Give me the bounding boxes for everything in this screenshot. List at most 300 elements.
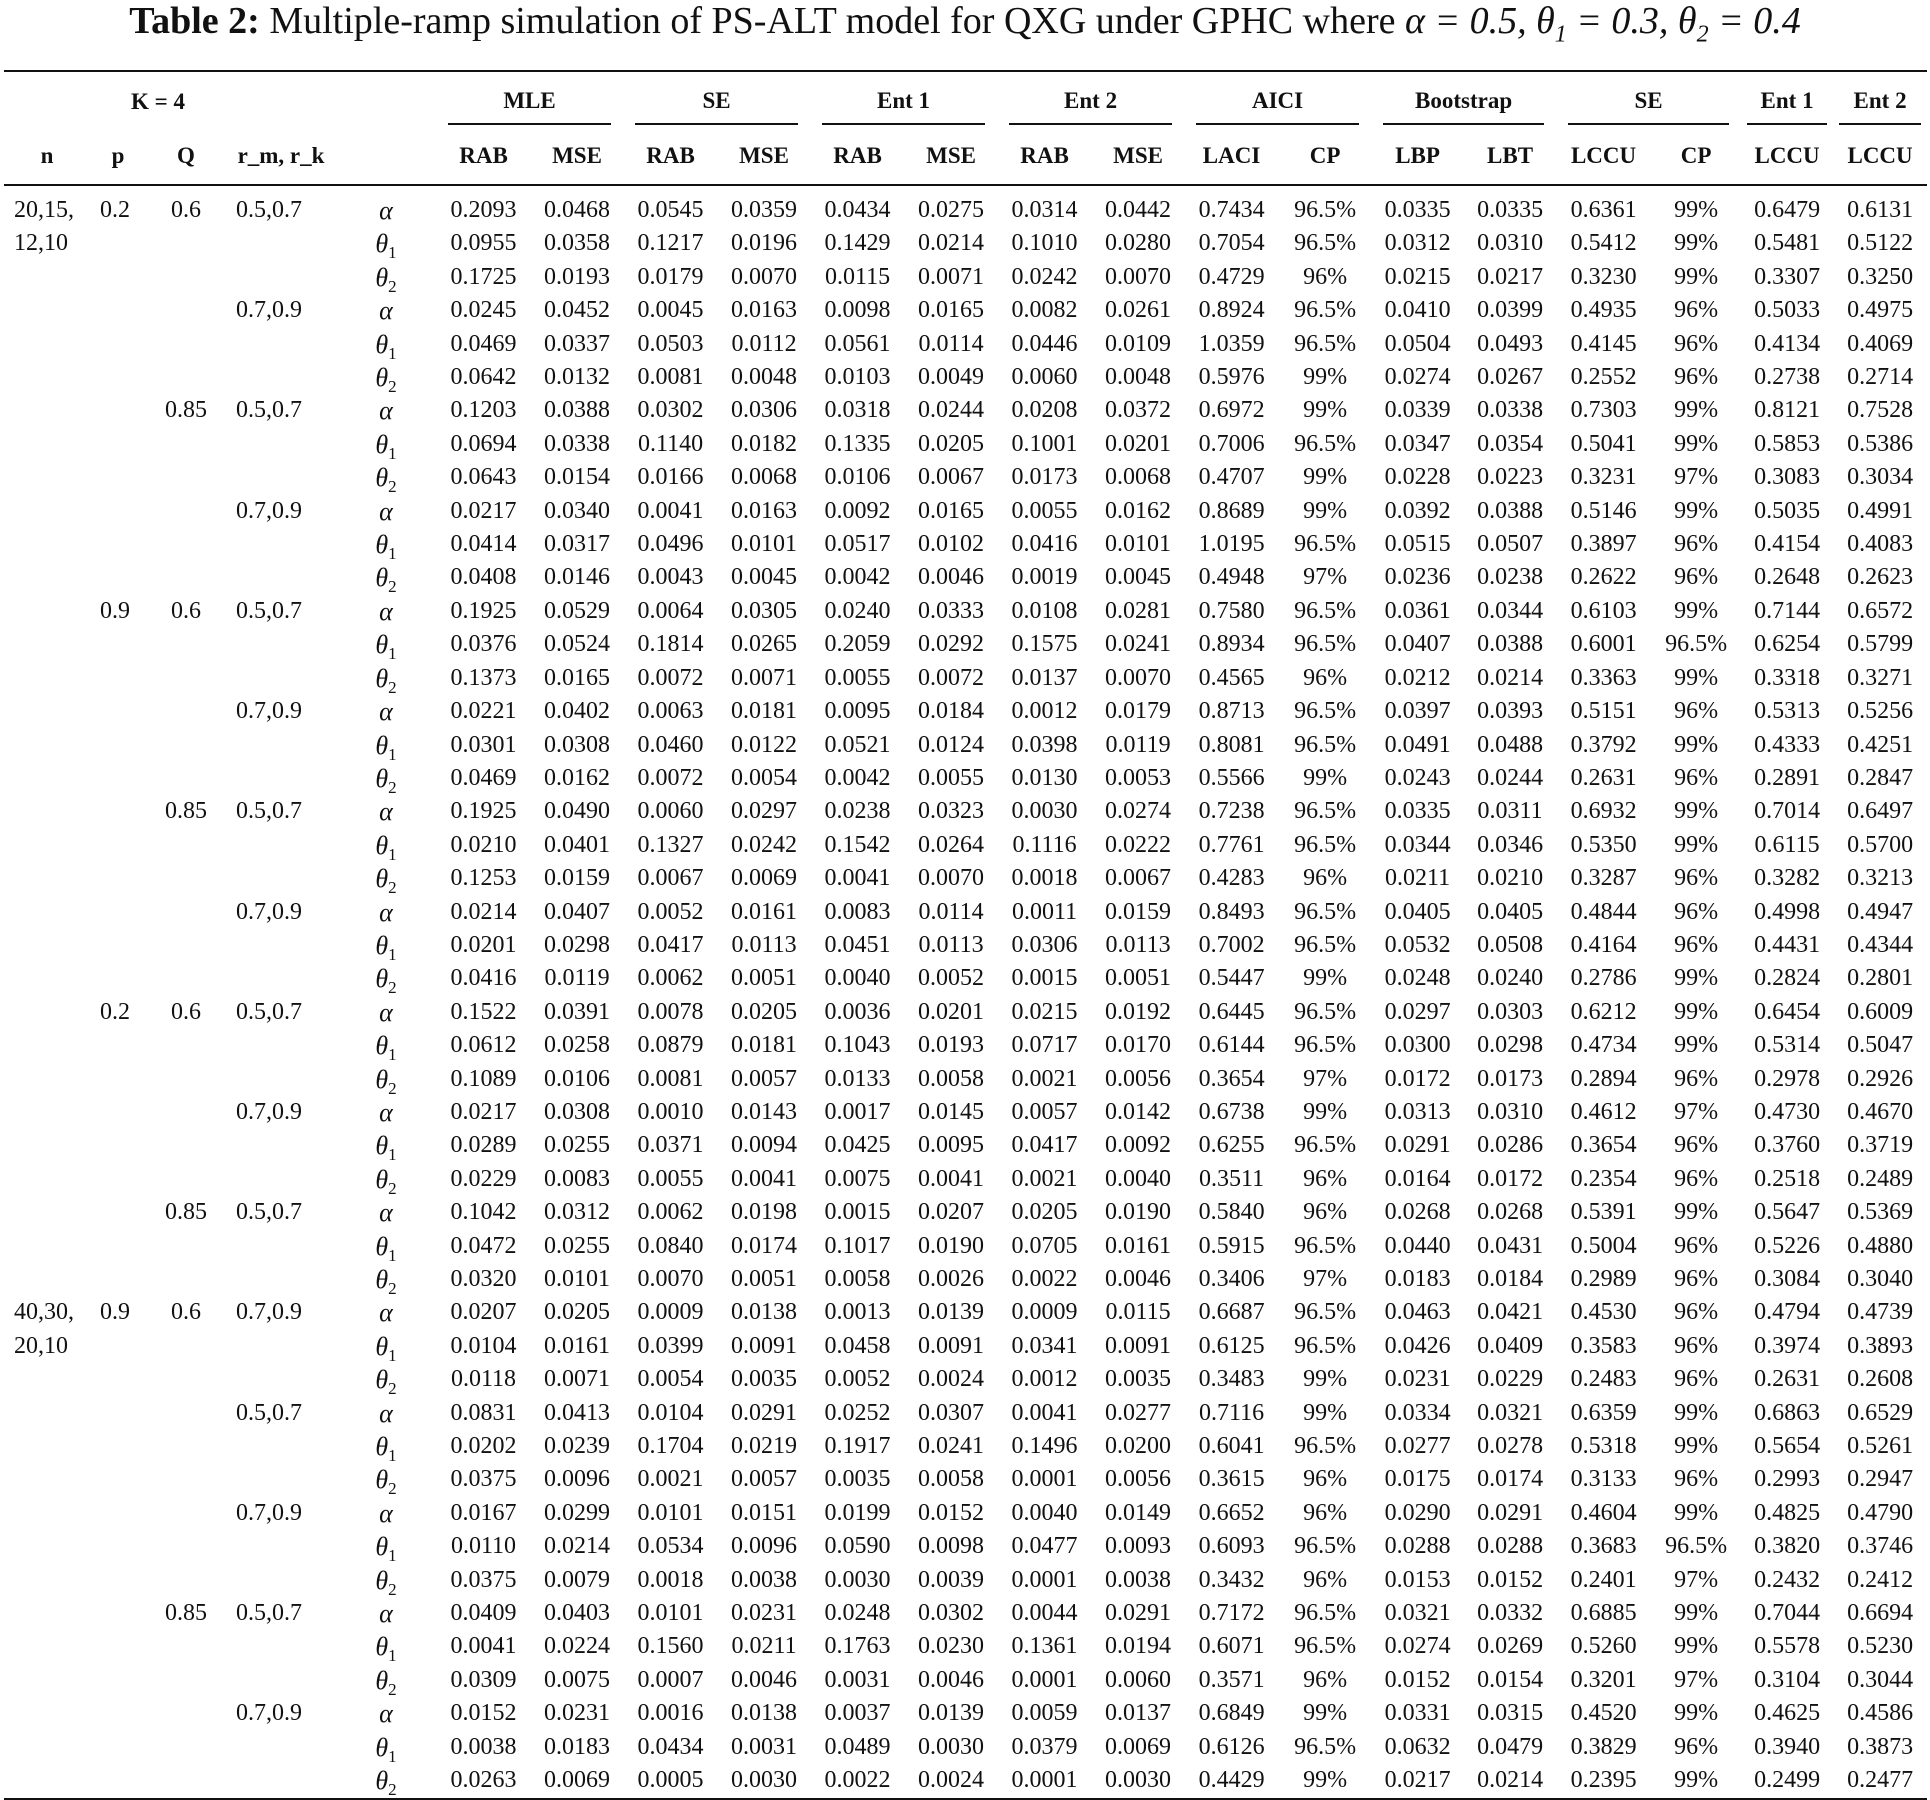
- value-cell: 0.0255: [544, 1132, 610, 1159]
- value-cell: 0.0030: [1105, 1767, 1172, 1794]
- value-cell: 0.6497: [1847, 798, 1914, 825]
- value-cell: 0.4739: [1847, 1299, 1914, 1326]
- table-row: [4, 1330, 1927, 1363]
- value-cell: 0.7014: [1754, 798, 1821, 825]
- value-cell: 0.0219: [731, 1433, 798, 1460]
- value-cell: 0.0201: [918, 998, 985, 1025]
- value-cell: 0.0016: [637, 1700, 704, 1727]
- value-cell: 0.0286: [1477, 1132, 1544, 1159]
- value-cell: 0.0184: [1477, 1266, 1544, 1292]
- value-cell: 0.0205: [544, 1299, 610, 1326]
- value-cell: 0.0055: [637, 1165, 704, 1192]
- value-cell: 0.0840: [637, 1232, 704, 1259]
- q-cell: [146, 1397, 226, 1430]
- value-cell: 0.0019: [1011, 564, 1078, 591]
- value-cell: 0.4991: [1847, 497, 1914, 524]
- value-cell: 0.0101: [544, 1266, 610, 1292]
- value-cell: 0.0310: [1477, 230, 1544, 257]
- value-cell: 0.8689: [1198, 497, 1265, 524]
- value-cell: 0.0277: [1384, 1433, 1451, 1460]
- value-cell: 0.0041: [731, 1165, 798, 1192]
- group-bootstrap: Bootstrap: [1371, 71, 1556, 128]
- value-cell: 96%: [1303, 1566, 1348, 1593]
- value-cell: 0.0230: [918, 1633, 985, 1660]
- p-cell: [90, 1196, 146, 1229]
- r-cell: [226, 1263, 336, 1296]
- param-cell: $\theta_2$: [375, 964, 397, 998]
- value-cell: 96.5%: [1294, 430, 1357, 457]
- n-cell: [4, 1397, 90, 1430]
- value-cell: 0.0041: [824, 865, 891, 892]
- value-cell: 96%: [1674, 1366, 1719, 1393]
- r-cell: [226, 1764, 336, 1798]
- value-cell: 0.0372: [1105, 397, 1172, 424]
- value-cell: 0.0152: [1477, 1566, 1544, 1593]
- value-cell: 0.0202: [450, 1433, 517, 1460]
- value-cell: 96%: [1303, 865, 1348, 892]
- value-cell: 0.0242: [1011, 263, 1078, 290]
- value-cell: 0.0508: [1477, 931, 1544, 958]
- value-cell: 0.4670: [1847, 1098, 1914, 1125]
- value-cell: 96.5%: [1294, 1032, 1357, 1059]
- group-aici: AICI: [1184, 71, 1371, 128]
- r-cell: [226, 227, 336, 260]
- value-cell: 0.0052: [918, 965, 985, 992]
- table-row: [4, 929, 1927, 962]
- value-cell: 0.4947: [1847, 898, 1914, 925]
- value-cell: 0.0414: [450, 531, 517, 558]
- table-row: [4, 1230, 1927, 1263]
- value-cell: 0.0173: [1477, 1065, 1544, 1092]
- value-cell: 0.0831: [450, 1399, 517, 1426]
- value-cell: 0.0101: [731, 531, 798, 558]
- value-cell: 0.0058: [918, 1466, 985, 1493]
- value-cell: 0.0036: [824, 998, 891, 1025]
- q-cell: [146, 1029, 226, 1062]
- r-cell: [226, 1063, 336, 1096]
- value-cell: 0.0067: [1105, 865, 1172, 892]
- n-cell: [4, 1163, 90, 1196]
- value-cell: 0.0231: [1384, 1366, 1451, 1393]
- value-cell: 0.0288: [1384, 1533, 1451, 1560]
- value-cell: 0.0149: [1105, 1499, 1172, 1526]
- value-cell: 0.1203: [450, 397, 517, 424]
- q-cell: 0.85: [165, 397, 207, 424]
- value-cell: 0.2631: [1570, 764, 1637, 791]
- n-cell: [4, 1263, 90, 1296]
- value-cell: 0.0311: [1477, 798, 1543, 825]
- value-cell: 0.2631: [1754, 1366, 1821, 1393]
- value-cell: 0.0042: [824, 564, 891, 591]
- table-row: [4, 394, 1927, 427]
- value-cell: 0.0217: [450, 1098, 517, 1125]
- value-cell: 0.0255: [544, 1232, 610, 1259]
- value-cell: 0.0021: [637, 1466, 704, 1493]
- caption-theta2: $\theta_2 = 0.4$: [1677, 0, 1801, 48]
- value-cell: 0.1089: [450, 1065, 517, 1092]
- value-cell: 0.0044: [1011, 1600, 1078, 1627]
- n-cell: [4, 996, 90, 1029]
- table-row: [4, 261, 1927, 294]
- r-cell: [226, 1129, 336, 1162]
- n-cell: [4, 1564, 90, 1597]
- value-cell: 0.0096: [544, 1466, 610, 1493]
- value-cell: 0.2623: [1847, 564, 1914, 591]
- value-cell: 97%: [1303, 1266, 1348, 1292]
- value-cell: 0.0298: [544, 931, 610, 958]
- value-cell: 0.0320: [450, 1266, 517, 1292]
- value-cell: 0.0031: [824, 1666, 891, 1693]
- table-row: [4, 1129, 1927, 1162]
- value-cell: 0.0015: [824, 1199, 891, 1226]
- value-cell: 0.3307: [1754, 263, 1821, 290]
- n-cell: [4, 1029, 90, 1062]
- table-row: [4, 1597, 1927, 1630]
- value-cell: 0.0263: [450, 1767, 517, 1794]
- value-cell: 0.7434: [1198, 197, 1265, 223]
- value-cell: 99%: [1674, 731, 1719, 758]
- value-cell: 0.0199: [824, 1499, 891, 1526]
- q-cell: 0.6: [171, 998, 201, 1025]
- value-cell: 0.1542: [824, 831, 891, 858]
- value-cell: 0.0151: [731, 1499, 798, 1526]
- table-row: [4, 294, 1927, 327]
- value-cell: 0.0164: [1384, 1165, 1451, 1192]
- value-cell: 0.6212: [1570, 998, 1637, 1025]
- value-cell: 0.0299: [544, 1499, 610, 1526]
- value-cell: 0.4530: [1570, 1299, 1637, 1326]
- param-cell: $\theta_1$: [375, 1331, 397, 1365]
- value-cell: 0.0331: [1384, 1700, 1451, 1727]
- q-cell: [146, 1497, 226, 1530]
- value-cell: 96.5%: [1294, 731, 1357, 758]
- value-cell: 0.0130: [1011, 764, 1078, 791]
- value-cell: 0.7006: [1198, 430, 1265, 457]
- value-cell: 0.6885: [1570, 1600, 1637, 1627]
- value-cell: 0.0338: [1477, 397, 1544, 424]
- value-cell: 0.5313: [1754, 698, 1821, 725]
- value-cell: 0.0069: [1105, 1733, 1172, 1760]
- q-cell: [146, 328, 226, 361]
- r-cell: [226, 428, 336, 461]
- value-cell: 0.0015: [1011, 965, 1078, 992]
- value-cell: 0.0112: [731, 330, 797, 357]
- value-cell: 0.6849: [1198, 1700, 1265, 1727]
- param-cell: α: [379, 1198, 393, 1228]
- value-cell: 0.0101: [637, 1600, 704, 1627]
- header-column-row: [4, 128, 1927, 185]
- param-cell: $\theta_1$: [375, 1432, 397, 1466]
- r-cell: 0.5,0.7: [236, 998, 302, 1025]
- value-cell: 0.4794: [1754, 1299, 1821, 1326]
- value-cell: 0.0119: [544, 965, 610, 992]
- value-cell: 0.0174: [731, 1232, 798, 1259]
- q-cell: 0.85: [165, 1199, 207, 1226]
- r-cell: 0.5,0.7: [236, 397, 302, 424]
- value-cell: 0.4083: [1847, 531, 1914, 558]
- table-row: [4, 1196, 1927, 1229]
- param-cell: α: [379, 797, 393, 827]
- value-cell: 0.1017: [824, 1232, 891, 1259]
- table-row: [4, 561, 1927, 594]
- value-cell: 96.5%: [1294, 1132, 1357, 1159]
- table-row: [4, 595, 1927, 628]
- param-cell: $\theta_1$: [375, 1231, 397, 1265]
- q-cell: 0.85: [165, 1600, 207, 1627]
- value-cell: 0.0590: [824, 1533, 891, 1560]
- value-cell: 0.7172: [1198, 1600, 1265, 1627]
- value-cell: 97%: [1674, 1566, 1719, 1593]
- value-cell: 0.0408: [450, 564, 517, 591]
- value-cell: 0.1763: [824, 1633, 891, 1660]
- value-cell: 99%: [1674, 1600, 1719, 1627]
- value-cell: 99%: [1674, 397, 1719, 424]
- column-header: CP: [1680, 143, 1712, 168]
- value-cell: 0.0095: [918, 1132, 985, 1159]
- value-cell: 0.4730: [1754, 1098, 1821, 1125]
- value-cell: 0.0041: [450, 1633, 517, 1660]
- value-cell: 0.6103: [1570, 597, 1637, 624]
- value-cell: 0.5033: [1754, 297, 1821, 324]
- q-cell: [146, 561, 226, 594]
- value-cell: 0.0314: [1011, 197, 1078, 223]
- value-cell: 0.0291: [1477, 1499, 1544, 1526]
- value-cell: 0.2847: [1847, 764, 1914, 791]
- value-cell: 0.1429: [824, 230, 891, 257]
- value-cell: 0.0098: [918, 1533, 985, 1560]
- value-cell: 0.0338: [544, 430, 610, 457]
- table-row: [4, 1263, 1927, 1296]
- value-cell: 0.0421: [1477, 1299, 1544, 1326]
- value-cell: 0.0201: [1105, 430, 1172, 457]
- q-cell: [146, 294, 226, 327]
- value-cell: 0.0529: [544, 597, 610, 624]
- table-row: [4, 1063, 1927, 1096]
- value-cell: 0.3084: [1754, 1266, 1821, 1292]
- param-cell: $\theta_1$: [375, 1031, 397, 1065]
- value-cell: 0.0388: [1477, 497, 1544, 524]
- q-cell: [146, 1430, 226, 1463]
- value-cell: 0.3893: [1847, 1332, 1914, 1359]
- value-cell: 0.0359: [731, 197, 798, 223]
- value-cell: 96%: [1303, 1666, 1348, 1693]
- r-cell: 0.7,0.9: [236, 497, 302, 524]
- value-cell: 0.0091: [731, 1332, 798, 1359]
- value-cell: 0.6001: [1570, 631, 1637, 658]
- r-cell: [226, 1630, 336, 1663]
- value-cell: 0.0376: [450, 631, 517, 658]
- value-cell: 0.0312: [544, 1199, 610, 1226]
- value-cell: 0.0425: [824, 1132, 891, 1159]
- value-cell: 0.6144: [1198, 1032, 1265, 1059]
- p-cell: [90, 1764, 146, 1798]
- value-cell: 0.0302: [918, 1600, 985, 1627]
- n-cell: [4, 261, 90, 294]
- param-cell: $\theta_1$: [375, 830, 397, 864]
- value-cell: 0.0207: [450, 1299, 517, 1326]
- value-cell: 0.4790: [1847, 1499, 1914, 1526]
- n-cell: [4, 1697, 90, 1730]
- table-row: [4, 1430, 1927, 1463]
- value-cell: 0.0060: [1011, 364, 1078, 391]
- r-cell: [226, 1430, 336, 1463]
- value-cell: 0.0332: [1477, 1600, 1544, 1627]
- param-cell: α: [379, 1498, 393, 1528]
- value-cell: 0.0261: [1105, 297, 1172, 324]
- table-row: [4, 1363, 1927, 1396]
- value-cell: 0.0288: [1477, 1533, 1544, 1560]
- value-cell: 0.0072: [637, 764, 704, 791]
- value-cell: 96.5%: [1294, 898, 1357, 925]
- value-cell: 0.6359: [1570, 1399, 1637, 1426]
- value-cell: 0.0215: [1011, 998, 1078, 1025]
- value-cell: 0.0163: [731, 297, 798, 324]
- value-cell: 0.0214: [1477, 1767, 1544, 1794]
- value-cell: 0.5035: [1754, 497, 1821, 524]
- column-header: CP: [1309, 143, 1341, 168]
- value-cell: 0.0323: [918, 798, 985, 825]
- column-header: RAB: [646, 143, 695, 168]
- value-cell: 0.3406: [1198, 1266, 1265, 1292]
- value-cell: 0.6071: [1198, 1633, 1265, 1660]
- value-cell: 0.0035: [1105, 1366, 1172, 1393]
- value-cell: 0.0057: [1011, 1098, 1078, 1125]
- value-cell: 0.0306: [1011, 931, 1078, 958]
- value-cell: 96.5%: [1294, 597, 1357, 624]
- q-cell: [146, 227, 226, 260]
- value-cell: 0.0069: [544, 1767, 610, 1794]
- value-cell: 96%: [1674, 1733, 1719, 1760]
- value-cell: 0.0409: [1477, 1332, 1544, 1359]
- value-cell: 96.5%: [1294, 1733, 1357, 1760]
- n-cell: [4, 829, 90, 862]
- r-cell: [226, 962, 336, 995]
- column-header: Q: [177, 143, 195, 168]
- p-cell: [90, 695, 146, 728]
- q-cell: [146, 628, 226, 661]
- value-cell: 0.0205: [918, 430, 985, 457]
- group-ent2-ccu: Ent 2: [1833, 71, 1927, 128]
- value-cell: 0.0208: [1011, 397, 1078, 424]
- p-cell: [90, 1363, 146, 1396]
- value-cell: 0.2738: [1754, 364, 1821, 391]
- value-cell: 0.5369: [1847, 1199, 1914, 1226]
- n-cell: [4, 1096, 90, 1129]
- value-cell: 0.0190: [918, 1232, 985, 1259]
- value-cell: 0.0399: [1477, 297, 1544, 324]
- param-cell: α: [379, 1097, 393, 1127]
- group-mle: MLE: [436, 71, 623, 128]
- n-cell: 12,10: [14, 230, 68, 257]
- param-cell: $\theta_2$: [375, 663, 397, 697]
- q-cell: [146, 495, 226, 528]
- column-header: MSE: [739, 143, 789, 168]
- value-cell: 1.0195: [1198, 531, 1265, 558]
- value-cell: 0.0308: [544, 731, 610, 758]
- p-cell: [90, 561, 146, 594]
- value-cell: 0.2477: [1847, 1767, 1914, 1794]
- value-cell: 0.0001: [1011, 1466, 1078, 1493]
- p-cell: [90, 1330, 146, 1363]
- q-cell: [146, 1263, 226, 1296]
- q-cell: 0.6: [171, 1299, 201, 1326]
- param-cell: $\theta_2$: [375, 763, 397, 798]
- value-cell: 0.6009: [1847, 998, 1914, 1025]
- param-cell: $\theta_2$: [375, 363, 397, 397]
- value-cell: 99%: [1674, 263, 1719, 290]
- value-cell: 96%: [1674, 1232, 1719, 1259]
- param-cell: α: [379, 997, 393, 1027]
- value-cell: 0.1001: [1011, 430, 1078, 457]
- value-cell: 0.5840: [1198, 1199, 1265, 1226]
- value-cell: 0.0024: [918, 1366, 985, 1393]
- value-cell: 0.0291: [731, 1399, 798, 1426]
- q-cell: [146, 929, 226, 962]
- value-cell: 0.0310: [1477, 1098, 1544, 1125]
- value-cell: 0.1217: [637, 230, 704, 257]
- n-cell: [4, 1196, 90, 1229]
- p-cell: [90, 1664, 146, 1697]
- q-cell: [146, 1330, 226, 1363]
- value-cell: 0.0388: [1477, 631, 1544, 658]
- value-cell: 0.0200: [1105, 1433, 1172, 1460]
- r-cell: [226, 561, 336, 594]
- value-cell: 0.0694: [450, 430, 517, 457]
- value-cell: 96.5%: [1294, 631, 1357, 658]
- value-cell: 0.0152: [450, 1700, 517, 1727]
- table-header: [4, 71, 1927, 185]
- value-cell: 0.5151: [1570, 698, 1637, 725]
- value-cell: 0.0137: [1105, 1700, 1172, 1727]
- value-cell: 0.0070: [918, 865, 985, 892]
- p-cell: [90, 862, 146, 895]
- value-cell: 0.0231: [544, 1700, 610, 1727]
- value-cell: 99%: [1674, 597, 1719, 624]
- n-cell: [4, 662, 90, 695]
- value-cell: 0.3760: [1754, 1132, 1821, 1159]
- value-cell: 0.6131: [1847, 197, 1914, 223]
- value-cell: 0.0504: [1384, 330, 1451, 357]
- r-cell: [226, 1731, 336, 1764]
- column-header: [336, 128, 436, 185]
- value-cell: 96.5%: [1294, 1232, 1357, 1259]
- value-cell: 0.2552: [1570, 364, 1637, 391]
- value-cell: 0.1335: [824, 430, 891, 457]
- p-cell: [90, 1731, 146, 1764]
- value-cell: 99%: [1674, 1767, 1719, 1794]
- n-cell: [4, 1430, 90, 1463]
- value-cell: 0.0159: [1105, 898, 1172, 925]
- table-row: [4, 1697, 1927, 1730]
- column-header: LCCU: [1570, 143, 1637, 168]
- value-cell: 0.0113: [1105, 931, 1171, 958]
- value-cell: 96%: [1674, 1165, 1719, 1192]
- p-cell: 0.2: [100, 197, 130, 223]
- value-cell: 0.0098: [824, 297, 891, 324]
- p-cell: [90, 1597, 146, 1630]
- value-cell: 0.0030: [918, 1733, 985, 1760]
- value-cell: 0.0346: [1477, 831, 1544, 858]
- value-cell: 0.0955: [450, 230, 517, 257]
- value-cell: 99%: [1674, 1032, 1719, 1059]
- value-cell: 0.0243: [1384, 764, 1451, 791]
- table-row: [4, 1296, 1927, 1329]
- value-cell: 0.3654: [1198, 1065, 1265, 1092]
- p-cell: [90, 1029, 146, 1062]
- value-cell: 0.0018: [637, 1566, 704, 1593]
- p-cell: [90, 795, 146, 828]
- value-cell: 0.1327: [637, 831, 704, 858]
